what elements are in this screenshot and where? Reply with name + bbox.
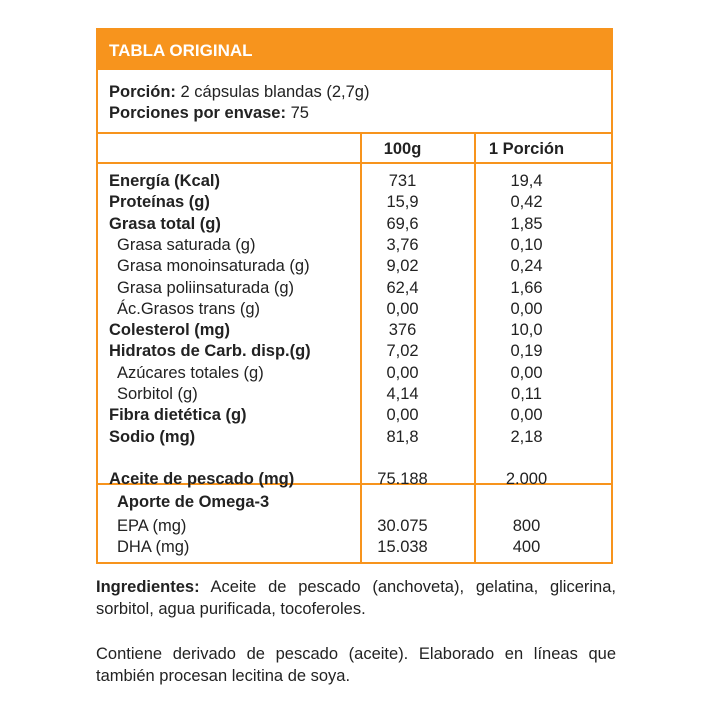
- value-100g: 0,00: [386, 363, 419, 382]
- value-100g: 30.075: [377, 517, 428, 535]
- value-100g: 0,00: [386, 299, 419, 318]
- nutrient-row: [98, 405, 611, 426]
- value-portion: 400: [512, 538, 541, 556]
- divider: [98, 162, 611, 164]
- ingredients-text: Aceite de pescado (anchoveta), gelatina, glicerina, sorbitol, agua purificada, tocoferoles.: [96, 578, 616, 618]
- nutrient-label: Grasa poliinsaturada (g): [117, 278, 295, 297]
- nutrient-row: [98, 278, 611, 299]
- serving-size-label: Porción:: [109, 83, 176, 101]
- nutrient-row: [98, 299, 611, 320]
- divider: [98, 132, 611, 134]
- serving-info: [109, 82, 369, 124]
- nutrient-label: Grasa monoinsaturada (g): [117, 257, 310, 276]
- value-portion: 0,42: [510, 193, 543, 212]
- nutrient-row: [98, 320, 611, 341]
- value-portion: 0,00: [510, 406, 543, 425]
- value-portion: 10,0: [510, 321, 543, 340]
- nutrient-label: Grasa total (g): [109, 214, 221, 233]
- nutrition-table: [96, 28, 613, 564]
- allergen-notice: Contiene derivado de pescado (aceite). Elaborado en líneas que también procesan lecitina de soya.: [96, 645, 616, 685]
- value-portion: 0,00: [510, 363, 543, 382]
- nutrient-label: Aceite de pescado (mg): [109, 470, 295, 488]
- servings-per-container-label: Porciones por envase:: [109, 104, 286, 122]
- nutrient-row: [98, 256, 611, 277]
- nutrient-label: Sodio (mg): [109, 427, 196, 446]
- value-100g: 7,02: [386, 342, 419, 361]
- servings-per-container-value: 75: [290, 104, 309, 122]
- value-portion: 19,4: [510, 172, 543, 190]
- omega-label: Aporte de Omega-3: [117, 493, 270, 511]
- value-portion: 0,10: [510, 235, 543, 254]
- nutrient-row: [98, 341, 611, 362]
- value-100g: 69,6: [386, 214, 419, 233]
- epa-row: [98, 516, 611, 537]
- nutrient-row: [98, 427, 611, 448]
- value-100g: 3,76: [386, 235, 419, 254]
- ingredients-label: Ingredientes:: [96, 578, 200, 596]
- table-title: TABLA ORIGINAL: [98, 30, 611, 70]
- nutrient-row: [98, 171, 611, 192]
- value-100g: 9,02: [386, 257, 419, 276]
- nutrient-label: DHA (mg): [117, 538, 190, 556]
- nutrient-label: EPA (mg): [117, 517, 187, 535]
- value-portion: 1,85: [510, 214, 543, 233]
- nutrient-row: [98, 235, 611, 256]
- value-100g: 0,00: [386, 406, 419, 425]
- nutrient-label: Sorbitol (g): [117, 385, 198, 403]
- value-100g: 376: [388, 321, 417, 340]
- value-100g: 15.038: [377, 538, 428, 556]
- column-header-100g: 100g: [383, 140, 422, 158]
- nutrient-label: Azúcares totales (g): [117, 363, 264, 382]
- value-portion: 0,00: [510, 299, 543, 318]
- value-portion: 0,19: [510, 342, 543, 361]
- value-100g: 731: [388, 172, 417, 190]
- dha-row: [98, 537, 611, 558]
- value-portion: 0,11: [511, 385, 542, 403]
- value-portion: 1,66: [510, 278, 543, 297]
- nutrient-label: Grasa saturada (g): [117, 235, 256, 254]
- nutrient-row: [98, 384, 611, 405]
- nutrient-row: [98, 214, 611, 235]
- nutrient-label: Hidratos de Carb. disp.(g): [109, 342, 311, 361]
- nutrient-label: Proteínas (g): [109, 193, 210, 212]
- value-100g: 15,9: [386, 193, 419, 212]
- nutrient-label: Energía (Kcal): [109, 172, 220, 190]
- ingredients: [96, 576, 616, 620]
- servings-per-container: [109, 103, 369, 124]
- value-portion: 2,18: [510, 427, 543, 446]
- column-header-portion: 1 Porción: [488, 140, 565, 158]
- nutrient-row: [98, 192, 611, 213]
- value-100g: 4,14: [386, 385, 419, 403]
- value-100g: 75.188: [377, 470, 428, 488]
- nutrient-label: Fibra dietética (g): [109, 406, 247, 425]
- value-portion: 2.000: [505, 470, 548, 488]
- serving-size: [109, 82, 369, 103]
- value-portion: 800: [512, 517, 541, 535]
- nutrient-row: [98, 363, 611, 384]
- nutrient-label: Ác.Grasos trans (g): [117, 299, 261, 318]
- serving-size-value: 2 cápsulas blandas (2,7g): [180, 83, 370, 101]
- omega-header-row: [98, 492, 611, 513]
- value-100g: 81,8: [386, 427, 419, 446]
- value-portion: 0,24: [510, 257, 543, 276]
- value-100g: 62,4: [386, 278, 419, 297]
- nutrient-label: Colesterol (mg): [109, 321, 231, 340]
- fish-oil-row: [98, 469, 611, 490]
